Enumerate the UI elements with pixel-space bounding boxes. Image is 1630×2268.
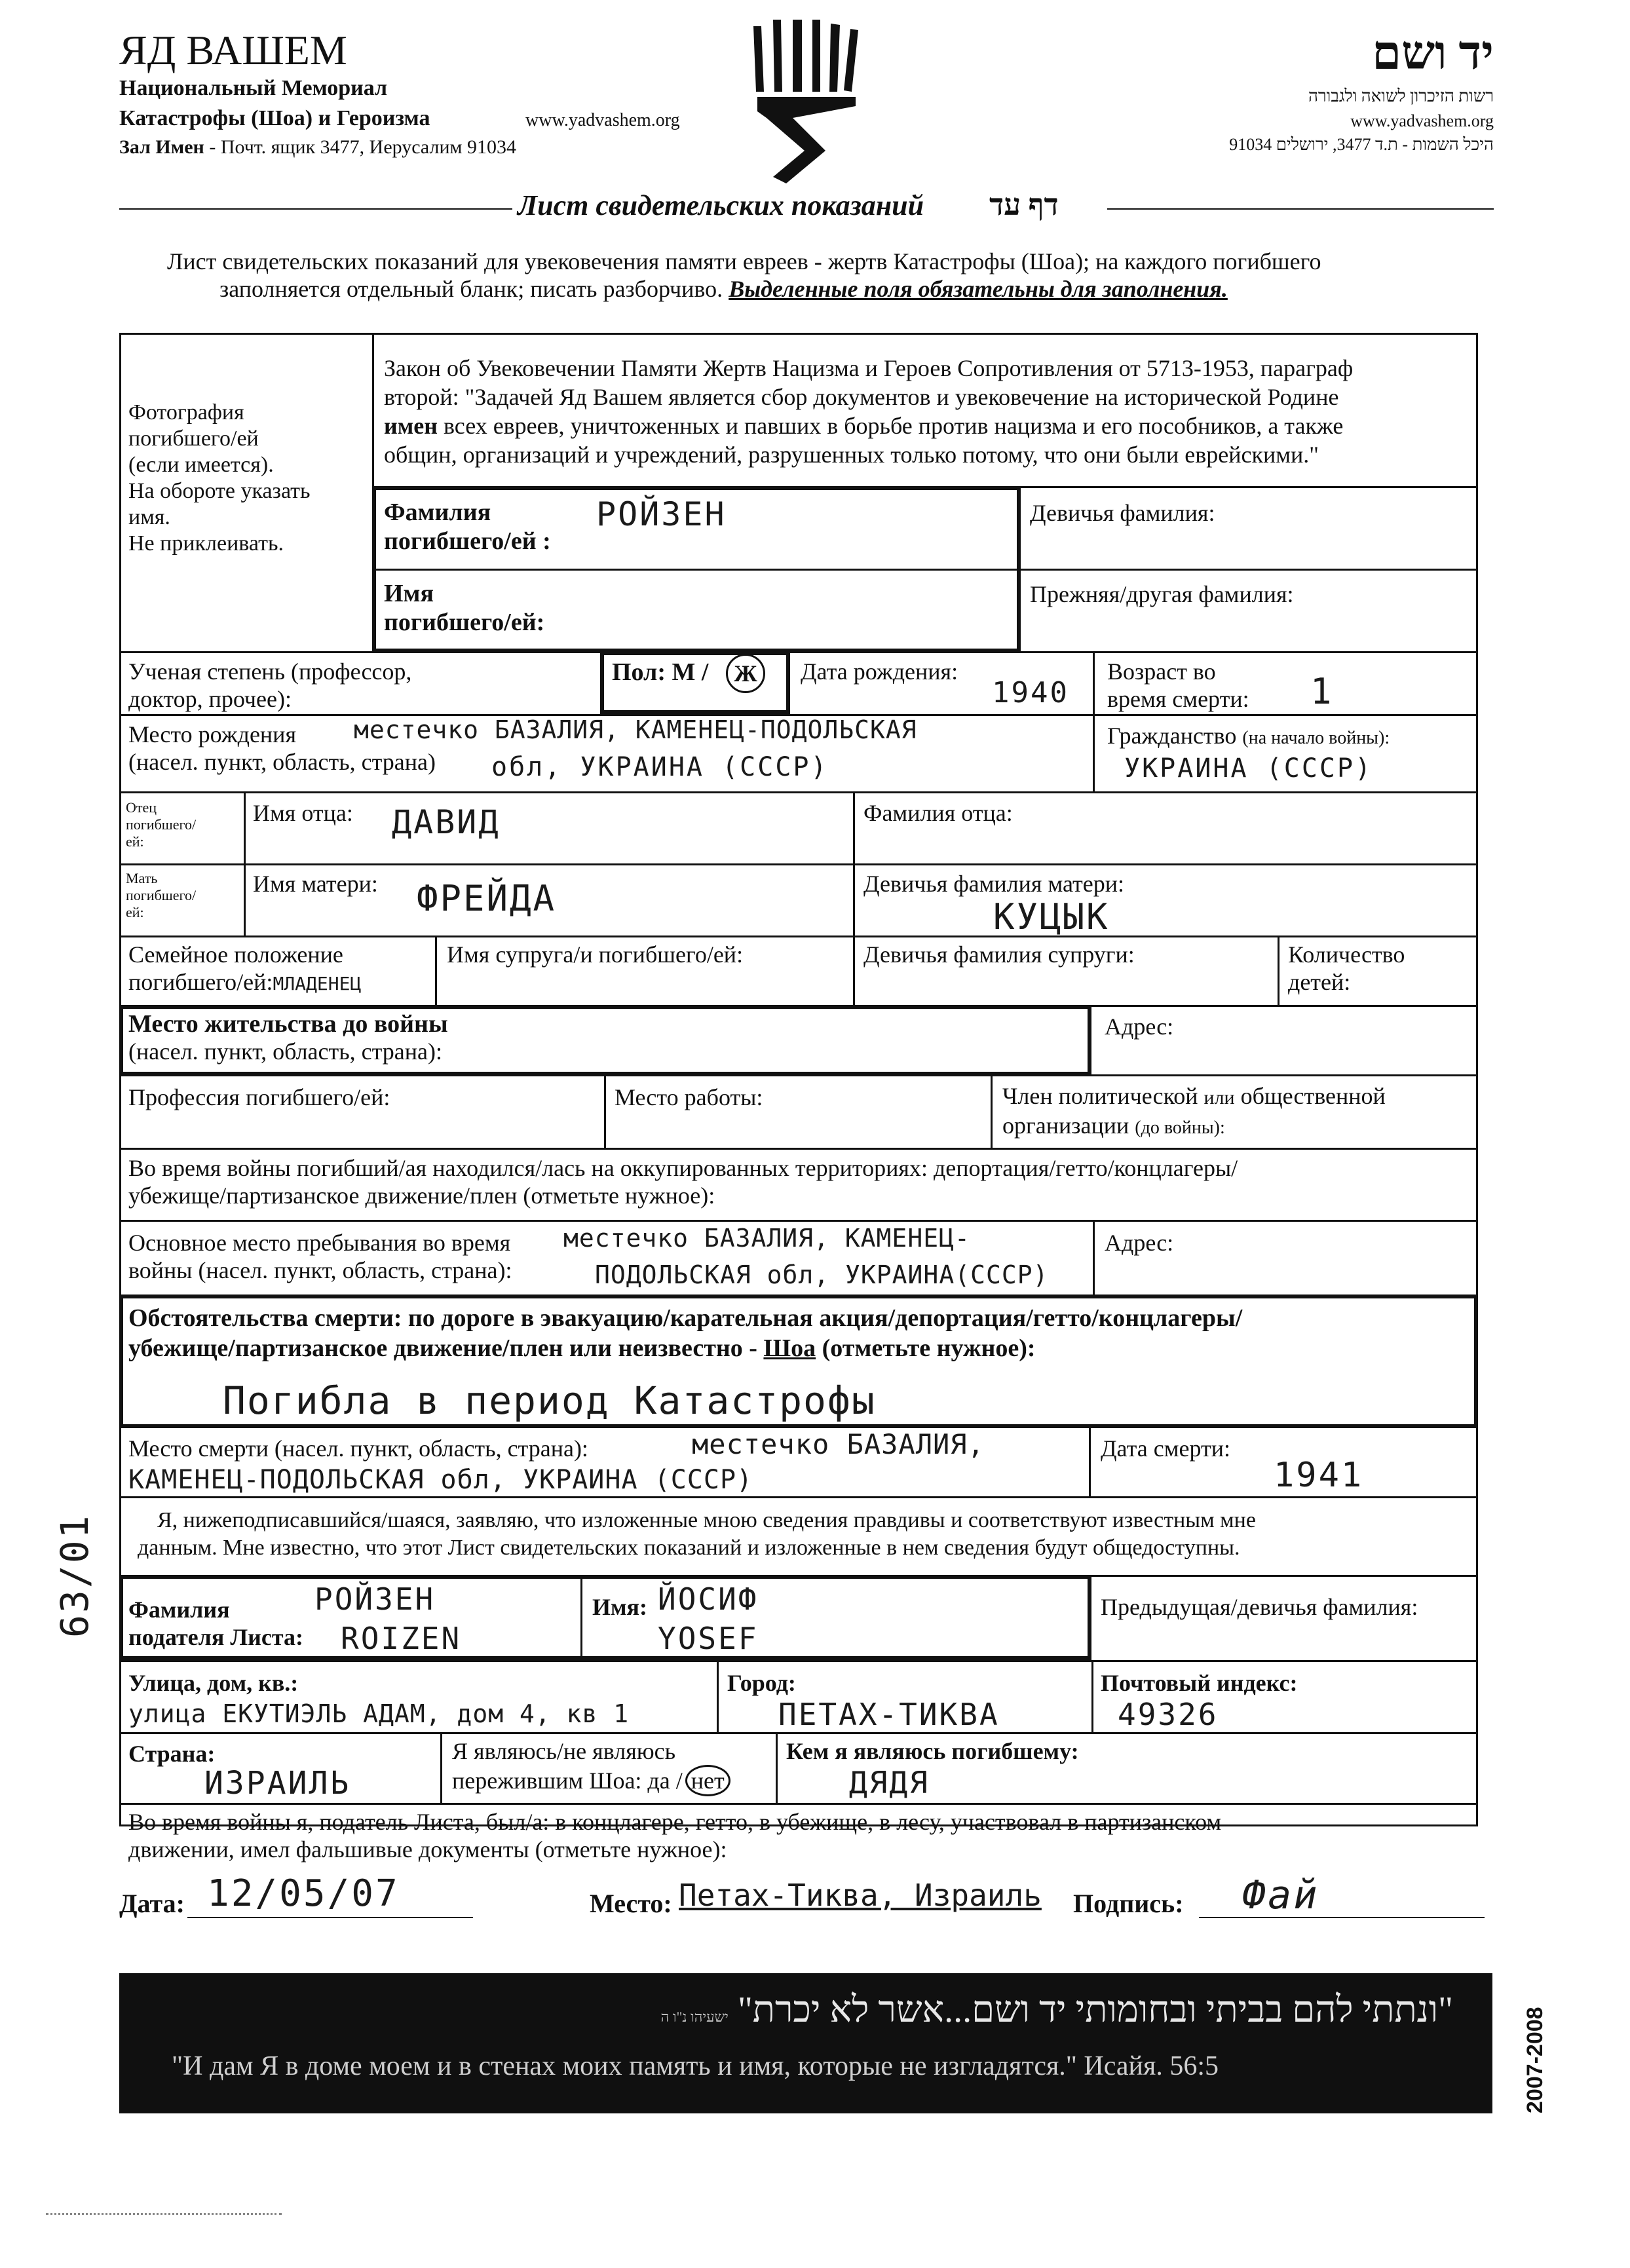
war-place-label2: войны (насел. пункт, область, страна): — [128, 1257, 512, 1283]
birthplace-value2[interactable]: обл, УКРАИНА (СССР) — [491, 752, 829, 782]
victim-surname-label — [384, 498, 551, 556]
law-line3-bold: имен — [384, 413, 438, 439]
family-status-value[interactable]: МЛАДЕНЕЦ — [273, 973, 362, 994]
form-year: 2007-2008 — [1523, 2007, 1547, 2113]
age-value[interactable]: 1 — [1310, 671, 1334, 712]
war-place-value2[interactable]: ПОДОЛЬСКАЯ обл, УКРАИНА(СССР) — [595, 1260, 1049, 1289]
war-address-divider — [1093, 1220, 1095, 1296]
mother-name-value[interactable]: ФРЕЙДА — [417, 878, 557, 919]
row-war-place-top — [119, 1220, 1478, 1222]
death-circ-line1 — [128, 1304, 1242, 1332]
member-note: (до войны): — [1135, 1118, 1225, 1138]
member-label1: Член политической — [1002, 1083, 1198, 1109]
header-left-line3 — [119, 136, 516, 159]
zip-value[interactable]: 49326 — [1118, 1697, 1219, 1732]
footer-signature-line — [1199, 1917, 1485, 1918]
scan-artifact-line — [46, 2213, 282, 2215]
photo-box — [128, 400, 364, 557]
submitter-name-label: Имя: — [592, 1594, 647, 1620]
victim-name-label — [384, 579, 544, 637]
row-war-top — [119, 1148, 1478, 1150]
citizenship-label-wrap — [1107, 722, 1390, 752]
header-right-line1: רשות הזיכרון לשואה ולגבורה — [1308, 86, 1494, 105]
residence-label — [128, 1010, 448, 1065]
mother-name-label: Имя матери: — [253, 871, 378, 897]
residence-address-label: Адрес: — [1105, 1013, 1174, 1040]
death-circ-line2a: убежище/партизанское движение/плен или неизвестно - — [128, 1334, 757, 1362]
member-divider — [991, 1074, 993, 1148]
relation-value[interactable]: ДЯДЯ — [849, 1765, 930, 1800]
header-right — [1179, 26, 1494, 170]
survivor-label1: Я являюсь/не являюсь — [452, 1738, 676, 1764]
submitter-name-divider — [580, 1575, 582, 1660]
death-place-value1[interactable]: местечко БАЗАЛИЯ, — [692, 1428, 985, 1460]
war-place-label1: Основное место пребывания во время — [128, 1230, 511, 1256]
form-title: Лист свидетельских показаний — [518, 189, 924, 221]
family-status-label2: погибшего/ей: — [128, 969, 273, 995]
war-line1: Во время войны погибший/ая находился/лась на оккупированных территориях: депортация/гетто/концлагеры/ — [128, 1155, 1238, 1181]
death-circ-rest: по дороге в эвакуацию/карательная акция/депортация/гетто/концлагеры/ — [407, 1304, 1243, 1332]
birthplace-label2: (насел. пункт, область, страна) — [128, 749, 436, 775]
footer-signature-value[interactable]: Фай — [1242, 1872, 1319, 1918]
profession-label: Профессия погибшего/ей: — [128, 1084, 390, 1110]
city-label: Город: — [727, 1670, 796, 1696]
birthplace-label1: Место рождения — [128, 721, 297, 747]
gender-circled[interactable] — [726, 654, 765, 693]
row-street-top — [119, 1660, 1478, 1662]
family-children-label2: детей: — [1288, 969, 1351, 995]
citizenship-note: (на начало войны): — [1242, 728, 1390, 748]
family-children-divider — [1278, 936, 1279, 1006]
footer-date-line — [187, 1917, 473, 1918]
family-children-label1: Количество — [1288, 941, 1405, 968]
submitter-name-value1[interactable]: ЙОСИФ — [658, 1581, 759, 1617]
victim-surname-value[interactable]: РОЙЗЕН — [596, 495, 727, 533]
submitter-surname-label — [128, 1596, 303, 1651]
family-status-label1: Семейное положение — [128, 941, 343, 968]
header-left-title: ЯД ВАШЕМ — [119, 27, 347, 73]
footer-place-label: Место: — [590, 1889, 672, 1918]
header-left — [119, 26, 709, 170]
row-family-top — [119, 936, 1478, 937]
declaration-line2: данным. Мне известно, что этот Лист свидетельских показаний и изложенные в нем сведения будут общедоступны. — [138, 1536, 1240, 1560]
footer-date-label: Дата: — [119, 1889, 185, 1918]
mother-side1: Мать — [126, 870, 158, 886]
intro-line1: Лист свидетельских показаний для увековечения памяти евреев - жертв Катастрофы (Шоа); на каждого погибшего — [167, 248, 1321, 274]
wartime-line1: Во время войны я, податель Листа, был/а: в концлагере, гетто, в убежище, в лесу, участвовал в партизанском — [128, 1809, 1222, 1835]
member-label1c: общественной — [1240, 1083, 1386, 1109]
victim-surname-label1: Фамилия — [384, 499, 491, 526]
law-line3-rest: всех евреев, уничтоженных и павших в борьбе против нацизма и его пособников, а также — [443, 413, 1344, 439]
residence-label1: Место жительства до войны — [128, 1010, 448, 1038]
footer-place-value[interactable]: Петах-Тиква, Израиль — [679, 1878, 1042, 1913]
mother-maiden-value[interactable]: КУЦЫК — [993, 896, 1110, 937]
relation-divider — [776, 1732, 778, 1804]
law-text — [384, 354, 1471, 469]
death-place-label: Место смерти (насел. пункт, область, страна): — [128, 1435, 588, 1462]
declaration — [138, 1507, 1256, 1562]
submitter-surname-value1[interactable]: РОЙЗЕН — [314, 1581, 436, 1617]
zip-divider — [1091, 1660, 1093, 1732]
zip-label: Почтовый индекс: — [1101, 1670, 1298, 1696]
death-date-value[interactable]: 1941 — [1274, 1456, 1364, 1495]
family-spouse-maiden-label: Девичья фамилия супруги: — [863, 941, 1135, 968]
father-side — [126, 799, 196, 850]
family-status-label2-wrap — [128, 968, 361, 998]
mother-side — [126, 870, 196, 921]
header-left-line2: Катастрофы (Шоа) и Героизма — [119, 106, 430, 130]
submitter-surname-label2: подателя Листа: — [128, 1624, 303, 1650]
birth-value[interactable]: 1940 — [992, 676, 1069, 709]
intro-line2-wrap — [219, 275, 1228, 303]
header-left-url: www.yadvashem.org — [525, 110, 680, 130]
family-spouse-maiden-divider — [853, 936, 855, 1006]
birthplace-value1[interactable]: местечко БАЗАЛИЯ, КАМЕНЕЦ-ПОДОЛЬСКАЯ — [354, 715, 917, 744]
law-line4: общин, организаций и учреждений, разрушенных только потому, что они были еврейскими." — [384, 442, 1319, 468]
degree-label1: Ученая степень (профессор, — [128, 658, 412, 685]
survivor-label2-wrap — [452, 1765, 730, 1796]
side-stamp: 63/01 — [52, 1513, 97, 1638]
victim-surname-label2: погибшего/ей : — [384, 527, 551, 555]
age-divider — [1093, 651, 1095, 714]
war-text — [128, 1154, 1238, 1209]
title-rule-left — [119, 208, 512, 210]
quote-banner — [119, 1973, 1492, 2113]
victim-name-divider — [372, 569, 1478, 571]
law-line1: Закон об Увековечении Памяти Жертв Нацизма и Героев Сопротивления от 5713-1953, параграф — [384, 355, 1354, 381]
death-circ-shoa: Шоа — [763, 1334, 816, 1362]
row-mother-top — [119, 863, 1478, 865]
banner-hebrew: "ונתתי להם בביתי ובחומותי יד ושם...אשר לא יכרת" — [737, 1990, 1453, 2030]
death-circ-bold: Обстоятельства смерти: — [128, 1304, 402, 1332]
father-name-label: Имя отца: — [253, 800, 353, 826]
birth-label: Дата рождения: — [801, 658, 958, 685]
degree-label — [128, 658, 411, 713]
row-work-top — [119, 1074, 1478, 1076]
submitter-surname-value2[interactable]: ROIZEN — [341, 1621, 462, 1656]
member-label2-wrap — [1002, 1112, 1386, 1142]
survivor-label — [452, 1737, 730, 1796]
workplace-divider — [604, 1074, 606, 1148]
relation-label: Кем я являюсь погибшему: — [786, 1738, 1079, 1764]
footer-date-value[interactable]: 12/05/07 — [207, 1872, 400, 1915]
father-side2: погибшего/ — [126, 816, 197, 833]
victim-top-line — [372, 486, 1478, 488]
law-line2: второй: "Задачей Яд Вашем является сбор документов и увековечение на исторической Родине — [384, 384, 1339, 410]
age-label2: время смерти: — [1107, 686, 1249, 712]
death-circ-line2b: (отметьте нужное): — [822, 1334, 1036, 1362]
father-side1: Отец — [126, 799, 157, 816]
member-label — [1002, 1082, 1386, 1142]
header-left-line3-bold: Зал Имен — [119, 136, 204, 158]
survivor-divider — [440, 1732, 442, 1804]
row-residence-top — [119, 1005, 1478, 1007]
yad-vashem-logo-icon — [747, 20, 865, 190]
victim-name-label1: Имя — [384, 580, 434, 607]
city-divider — [717, 1660, 719, 1732]
law-line3 — [384, 411, 1471, 440]
member-label1b: или — [1204, 1087, 1235, 1108]
mother-side2: погибшего/ — [126, 887, 197, 903]
photo-box-line5: имя. — [128, 505, 170, 529]
degree-label2: доктор, прочее): — [128, 686, 292, 712]
photo-box-line1: Фотография — [128, 400, 244, 425]
wartime-line2: движении, имел фальшивые документы (отметьте нужное): — [128, 1836, 727, 1862]
survivor-circled[interactable]: нет — [685, 1765, 730, 1796]
survivor-label2: пережившим Шоа: да / — [452, 1767, 683, 1794]
workplace-label: Место работы: — [615, 1084, 763, 1110]
family-spouse-label: Имя супруга/и погибшего/ей: — [447, 941, 744, 968]
father-side3: ей: — [126, 833, 144, 850]
header-left-line3-rest: - Почт. ящик 3477, Иерусалим 91034 — [209, 136, 517, 158]
age-label — [1107, 658, 1249, 713]
victim-maiden-label: Девичья фамилия: — [1030, 500, 1215, 526]
mother-maiden-label: Девичья фамилия матери: — [863, 871, 1125, 897]
intro-emphasis: Выделенные поля обязательны для заполнения. — [729, 276, 1228, 302]
banner-hebrew-wrap — [661, 1989, 1453, 2031]
war-line2: убежище/партизанское движение/плен (отметьте нужное): — [128, 1182, 715, 1209]
title-rule-right — [1107, 208, 1494, 210]
victim-name-label2: погибшего/ей: — [384, 609, 545, 636]
death-date-divider — [1089, 1426, 1091, 1498]
row-wartime-top — [119, 1803, 1478, 1805]
death-circ-value[interactable]: Погибла в период Катастрофы — [223, 1378, 876, 1423]
footer-signature-label: Подпись: — [1073, 1889, 1184, 1918]
citizenship-label: Гражданство — [1107, 723, 1237, 749]
death-place-value2[interactable]: КАМЕНЕЦ-ПОДОЛЬСКАЯ обл, УКРАИНА (СССР) — [128, 1465, 753, 1495]
photo-box-line3: (если имеется). — [128, 453, 274, 477]
war-place-label — [128, 1229, 512, 1284]
submitter-prev-surname-label: Предыдущая/девичья фамилия: — [1101, 1594, 1418, 1620]
row-degree-top — [119, 651, 1478, 653]
father-name-value[interactable]: ДАВИД — [392, 803, 501, 841]
war-place-value1[interactable]: местечко БАЗАЛИЯ, КАМЕНЕЦ- — [563, 1224, 970, 1253]
death-circ-line2 — [128, 1334, 1036, 1363]
mother-side3: ей: — [126, 904, 144, 920]
citizenship-value[interactable]: УКРАИНА (СССР) — [1124, 753, 1373, 784]
submitter-name-value2[interactable]: YOSEF — [658, 1621, 759, 1656]
street-label: Улица, дом, кв.: — [128, 1670, 299, 1696]
photo-box-line6: Не приклеивать. — [128, 531, 284, 556]
war-address-label: Адрес: — [1105, 1230, 1174, 1256]
header-right-url: www.yadvashem.org — [1350, 111, 1494, 130]
header-right-line3: היכל השמות - ת.ד 3477, ירושלים 91034 — [1229, 135, 1494, 154]
age-label1: Возраст во — [1107, 658, 1216, 685]
row-declaration-top — [119, 1496, 1478, 1498]
victim-other-surname-label: Прежняя/другая фамилия: — [1030, 581, 1294, 607]
citizenship-divider — [1093, 714, 1095, 791]
city-value[interactable]: ПЕТАХ-ТИКВА — [778, 1697, 1000, 1732]
gender-circled-value: Ж — [734, 660, 757, 687]
header-right-title: יד ושם — [1372, 27, 1494, 79]
death-date-label: Дата смерти: — [1101, 1435, 1231, 1462]
banner-hebrew-ref: ישעיהו נ"ו ה — [660, 2009, 729, 2025]
member-label1-wrap — [1002, 1082, 1386, 1112]
photo-box-line4: На обороте указать — [128, 479, 311, 503]
row-country-top — [119, 1732, 1478, 1734]
family-spouse-divider — [435, 936, 437, 1006]
form-title-hebrew: דף עד — [989, 188, 1059, 221]
residence-label2: (насел. пункт, область, страна): — [128, 1038, 443, 1065]
member-label2: организации — [1002, 1112, 1129, 1139]
photo-box-line2: погибшего/ей — [128, 426, 259, 451]
family-children-label — [1288, 941, 1405, 996]
father-surname-label: Фамилия отца: — [863, 800, 1013, 826]
banner-russian: "И дам Я в доме моем и в стенах моих память и имя, которые не изгладятся." Исайя. 56:5 — [172, 2051, 1219, 2081]
street-value[interactable]: улица ЕКУТИЭЛЬ АДАМ, дом 4, кв 1 — [128, 1699, 630, 1728]
row-father-top — [119, 791, 1478, 793]
submitter-surname-label1: Фамилия — [128, 1597, 230, 1623]
gender-label: Пол: М / — [612, 658, 709, 686]
family-status-label — [128, 941, 361, 998]
country-value[interactable]: ИЗРАИЛЬ — [204, 1765, 351, 1802]
header-left-line1: Национальный Мемориал — [119, 76, 388, 100]
wartime-text — [128, 1808, 1221, 1863]
intro-line2: заполняется отдельный бланк; писать разборчиво. — [219, 276, 723, 302]
declaration-line1: Я, нижеподписавшийся/шаяся, заявляю, что изложенные мною сведения правдивы и соответствуют известным мне — [157, 1508, 1256, 1532]
country-label: Страна: — [128, 1741, 216, 1767]
